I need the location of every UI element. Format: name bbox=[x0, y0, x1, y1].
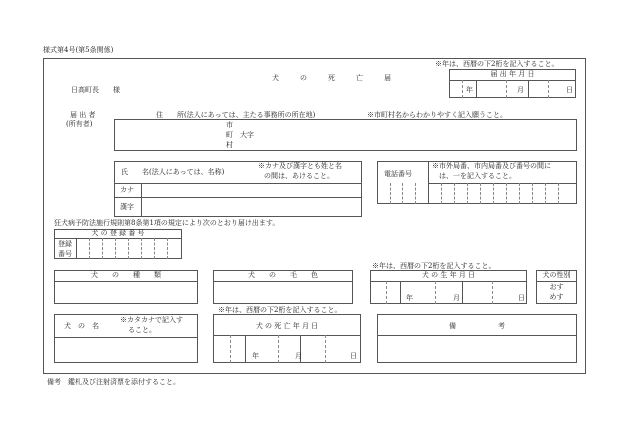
statement: 狂犬病予防法施行規則第8条第1項の規定により次のとおり届け出ます。 bbox=[54, 219, 280, 227]
dog-name-label: 犬 の 名 bbox=[64, 322, 99, 330]
filing-day-label: 日 bbox=[566, 86, 573, 94]
sex-female-option[interactable]: めす bbox=[549, 293, 564, 301]
birth-note: ※年は、西暦の下2桁を記入すること。 bbox=[372, 262, 496, 270]
dog-name-note-2: ること。 bbox=[128, 326, 156, 334]
registration-number-field[interactable] bbox=[77, 239, 181, 258]
registration-label-2: 番号 bbox=[58, 250, 72, 258]
birth-date-header: 犬 の 生 年 月 日 bbox=[421, 271, 476, 279]
death-date-field[interactable] bbox=[214, 336, 360, 362]
phone-note-2: は、一を記入すること。 bbox=[439, 172, 516, 180]
kanji-label: 漢字 bbox=[120, 203, 134, 211]
kanji-field[interactable] bbox=[142, 198, 361, 216]
address-label: 住 所(法人にあっては、主たる事務所の所在地) bbox=[156, 111, 316, 119]
registration-label-1: 登録 bbox=[58, 240, 72, 248]
applicant-label: 届 出 者 bbox=[70, 111, 96, 119]
dog-name-field[interactable] bbox=[55, 338, 197, 362]
death-note: ※年は、西暦の下2桁を記入すること。 bbox=[218, 306, 342, 314]
registration-header: 犬 の 登 録 番 号 bbox=[91, 229, 145, 237]
name-note-2: の間は、あけること。 bbox=[264, 172, 334, 180]
filing-date-header: 届 出 年 月 日 bbox=[490, 70, 535, 78]
death-day-label: 日 bbox=[350, 352, 357, 360]
year-note-top: ※年は、西暦の下2桁を記入すること。 bbox=[435, 60, 559, 68]
remarks-label: 備 考 bbox=[449, 322, 505, 330]
phone-label: 電話番号 bbox=[384, 170, 412, 178]
kana-field[interactable] bbox=[142, 184, 361, 196]
footer-note: 備考 鑑札及び注射済票を添付すること。 bbox=[47, 378, 180, 386]
death-month-label: 月 bbox=[295, 352, 302, 360]
kana-label: カナ bbox=[120, 186, 134, 194]
birth-date-field[interactable] bbox=[371, 282, 526, 303]
remarks-field[interactable] bbox=[378, 336, 576, 362]
dog-name-note-1: ※カタカナで記入す bbox=[120, 316, 183, 324]
addressee: 日高町長 様 bbox=[71, 86, 120, 94]
form-title: 犬 の 死 亡 届 bbox=[272, 74, 398, 82]
filing-month-label: 月 bbox=[517, 86, 524, 94]
sex-header: 犬の性別 bbox=[542, 271, 571, 279]
name-note-1: ※カナ及び漢字とも姓と名 bbox=[258, 162, 342, 170]
phone-note-1: ※市外局番、市内局番及び番号の間に bbox=[432, 162, 551, 170]
birth-day-label: 日 bbox=[518, 294, 525, 302]
address-field[interactable] bbox=[114, 119, 577, 151]
name-label: 氏 名(法人にあっては、名称) bbox=[121, 168, 225, 176]
address-city: 市 bbox=[226, 121, 233, 129]
dog-color-field[interactable] bbox=[214, 282, 352, 303]
filing-year-label: 年 bbox=[466, 86, 473, 94]
dog-breed-label: 犬 の 種 類 bbox=[91, 271, 161, 279]
phone-field[interactable] bbox=[378, 184, 576, 203]
form-label: 様式第4号(第5条関係) bbox=[43, 46, 114, 54]
address-village: 村 bbox=[226, 141, 233, 149]
death-date-header: 犬 の 死 亡 年 月 日 bbox=[255, 322, 319, 330]
dog-breed-field[interactable] bbox=[55, 282, 197, 303]
address-note: ※市町村名からわかりやすく記入願うこと。 bbox=[367, 111, 507, 119]
death-year-label: 年 bbox=[252, 352, 259, 360]
dog-color-label: 犬 の 毛 色 bbox=[248, 271, 318, 279]
birth-month-label: 月 bbox=[453, 294, 460, 302]
birth-year-label: 年 bbox=[406, 294, 413, 302]
address-town: 町 大字 bbox=[226, 131, 254, 139]
applicant-label-sub: (所有者) bbox=[66, 120, 93, 128]
sex-male-option[interactable]: おす bbox=[549, 283, 564, 291]
